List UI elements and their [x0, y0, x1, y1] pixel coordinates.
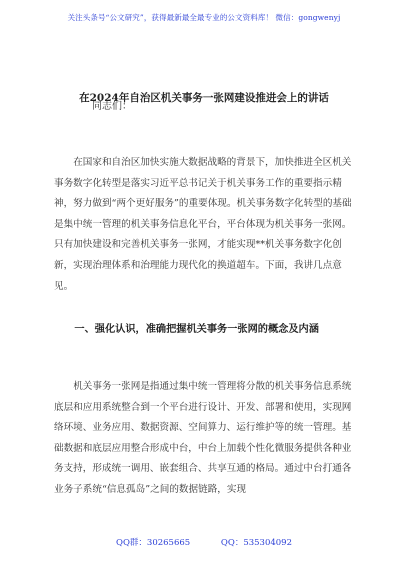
footer-qq-group: QQ群：30265665	[115, 538, 191, 548]
section-heading-1: 一、强化认识，准确把握机关事务一张网的概念及内涵	[74, 323, 319, 335]
footer-contact	[0, 536, 408, 548]
salutation: 同志们：	[92, 101, 132, 112]
promo-banner: 关注头条号“公文研究”，获得最新最全最专业的公文资料库！ 微信：gongwenyj	[67, 13, 341, 22]
body-paragraph-2: 机关事务一张网是指通过集中统一管理将分散的机关事务信息系统底层和应用系统整合到一个平台进行设计、开发、部署和使用，实现网络环境、业务应用、数据资源、空间算力、运行维护等的统一管理。基础数据和底层应用整合形成中台，中台上加载个性化微服务提供各种业务支持，形成统一调用、嵌套组合、共享互通的格局。通过中台打通各业务子系统“信息孤岛”之间的数据链路，实现	[54, 381, 352, 495]
footer-qq: QQ：535304092	[220, 538, 292, 548]
document-title: 在2024年自治区机关事务一张网建设推进会上的讲话	[79, 92, 329, 104]
body-paragraph-1: 在国家和自治区加快实施大数据战略的背景下，加快推进全区机关事务数字化转型是落实习近平总书记关于机关事务工作的重要指示精神，努力做到“两个更好服务”的重要体现。机关事务数字化转型的基础是集中统一管理的机关事务信息化平台，平台体现为机关事务一张网。只有加快建设和完善机关事务一张网，才能实现**机关事务数字化创新，实现治理体系和治理能力现代化的换道超车。下面，我讲几点意见。	[54, 157, 352, 292]
